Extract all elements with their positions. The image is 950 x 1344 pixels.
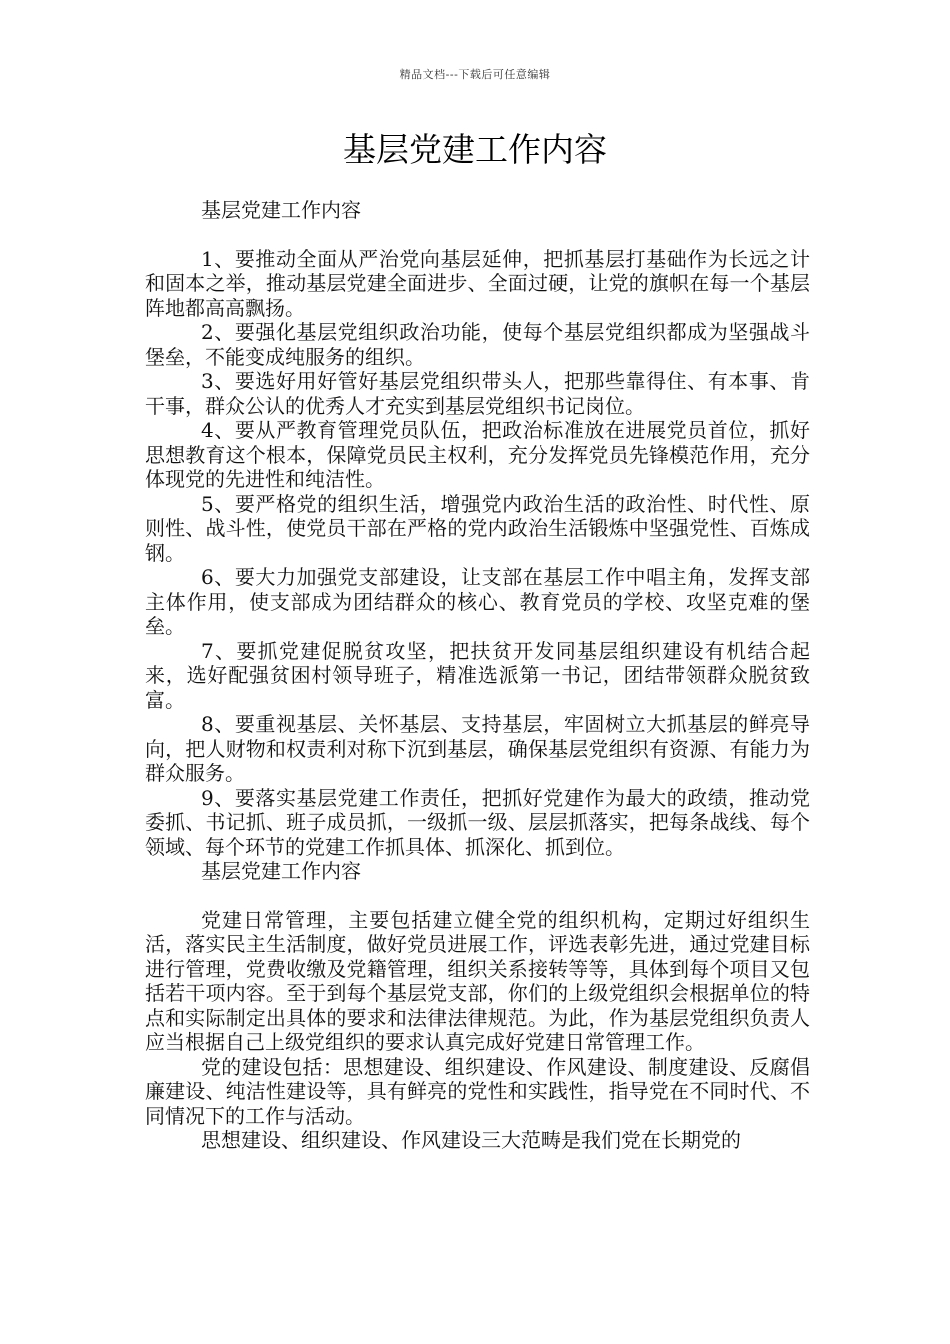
body-paragraph: 思想建设、组织建设、作风建设三大范畴是我们党在长期党的	[201, 1128, 741, 1152]
list-item: 9、要落实基层党建工作责任，把抓好党建作为最大的政绩，推动党委抓、书记抓、班子成员抓，一级抓一级、层层抓落实，把每条战线、每个领域、每个环节的党建工作抓具体、抓深化、抓到位。	[145, 785, 810, 859]
list-item: 7、要抓党建促脱贫攻坚，把扶贫开发同基层组织建设有机结合起来，选好配强贫困村领导班子，精准选派第一书记，团结带领群众脱贫致富。	[145, 638, 810, 712]
section-subheading: 基层党建工作内容	[201, 859, 361, 883]
list-item: 2、要强化基层党组织政治功能，使每个基层党组织都成为坚强战斗堡垒，不能变成纯服务的组织。	[145, 320, 810, 369]
spacer	[145, 884, 810, 908]
header-note: 精品文档---下载后可任意编辑	[399, 68, 551, 81]
list-item: 3、要选好用好管好基层党组织带头人，把那些靠得住、有本事、肯干事，群众公认的优秀人才充实到基层党组织书记岗位。	[145, 369, 810, 418]
list-item: 8、要重视基层、关怀基层、支持基层，牢固树立大抓基层的鲜亮导向，把人财物和权责利对称下沉到基层，确保基层党组织有资源、有能力为群众服务。	[145, 712, 810, 785]
list-item: 5、要严格党的组织生活，增强党内政治生活的政治性、时代性、原则性、战斗性，使党员干部在严格的党内政治生活锻炼中坚强党性、百炼成钢。	[145, 491, 810, 565]
document-body	[145, 198, 810, 1153]
list-item: 1、要推动全面从严治党向基层延伸，把抓基层打基础作为长远之计和固本之举，推动基层党建全面进步、全面过硬，让党的旗帜在每一个基层阵地都高高飘扬。	[145, 246, 810, 320]
list-item: 6、要大力加强党支部建设，让支部在基层工作中唱主角，发挥支部主体作用，使支部成为团结群众的核心、教育党员的学校、攻坚克难的堡垒。	[145, 565, 810, 638]
spacer	[145, 223, 810, 247]
section-subheading: 基层党建工作内容	[201, 198, 361, 222]
body-paragraph: 党建日常管理，主要包括建立健全党的组织机构，定期过好组织生活，落实民主生活制度，做好党员进展工作，评选表彰先进，通过党建目标进行管理，党费收缴及党籍管理，组织关系接转等等，具体到每个项目又包括若干项内容。至于到每个基层党支部，你们的上级党组织会根据单位的特点和实际制定出具体的要求和法律法律规范。为此，作为基层党组织负责人应当根据自己上级党组织的要求认真完成好党建日常管理工作。	[145, 907, 810, 1054]
body-paragraph: 党的建设包括：思想建设、组织建设、作风建设、制度建设、反腐倡廉建设、纯洁性建设等，具有鲜亮的党性和实践性，指导党在不同时代、不同情况下的工作与活动。	[145, 1054, 810, 1128]
document-title: 基层党建工作内容	[343, 130, 607, 169]
list-item: 4、要从严教育管理党员队伍，把政治标准放在进展党员首位，抓好思想教育这个根本，保障党员民主权利，充分发挥党员先锋模范作用，充分体现党的先进性和纯洁性。	[145, 418, 810, 491]
